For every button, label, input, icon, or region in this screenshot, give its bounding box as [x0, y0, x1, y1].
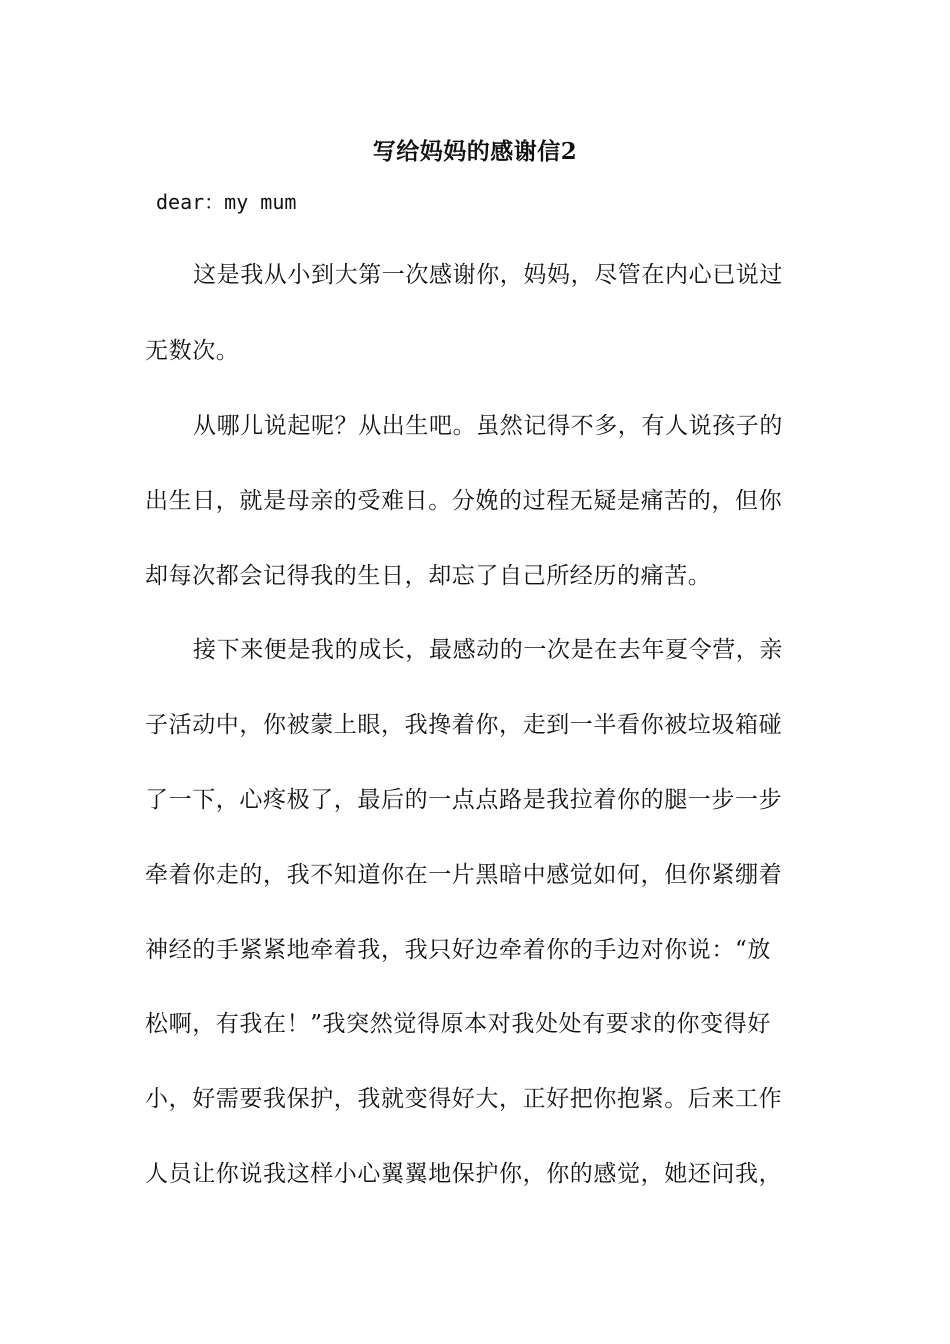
paragraph-line: 这是我从小到大第一次感谢你，妈妈，尽管在内心已说过: [193, 262, 783, 288]
paragraph-line: 接下来便是我的成长，最感动的一次是在去年夏令营，亲: [193, 637, 783, 663]
salutation: dear：my mum: [156, 190, 297, 214]
paragraph-line: 牵着你走的，我不知道你在一片黑暗中感觉如何，但你紧绷着: [145, 862, 783, 888]
paragraph-line: 小，好需要我保护，我就变得好大，正好把你抱紧。后来工作: [145, 1086, 783, 1112]
paragraph-line: 了一下，心疼极了，最后的一点点路是我拉着你的腿一步一步: [145, 787, 783, 813]
paragraph-line: 神经的手紧紧地牵着我，我只好边牵着你的手边对你说：“放: [145, 937, 771, 963]
paragraph-line: 从哪儿说起呢？从出生吧。虽然记得不多，有人说孩子的: [193, 413, 783, 439]
paragraph-line: 出生日，就是母亲的受难日。分娩的过程无疑是痛苦的，但你: [145, 488, 783, 514]
paragraph-line: 无数次。: [145, 338, 240, 364]
paragraph-line: 松啊，有我在！”我突然觉得原本对我处处有要求的你变得好: [145, 1011, 771, 1037]
paragraph-line: 却每次都会记得我的生日，却忘了自己所经历的痛苦。: [145, 563, 712, 589]
document-title: 写给妈妈的感谢信2: [372, 138, 578, 165]
paragraph-line: 子活动中，你被蒙上眼，我搀着你，走到一半看你被垃圾箱碰: [145, 712, 783, 738]
paragraph-line: 人员让你说我这样小心翼翼地保护你，你的感觉，她还问我，: [145, 1161, 783, 1187]
